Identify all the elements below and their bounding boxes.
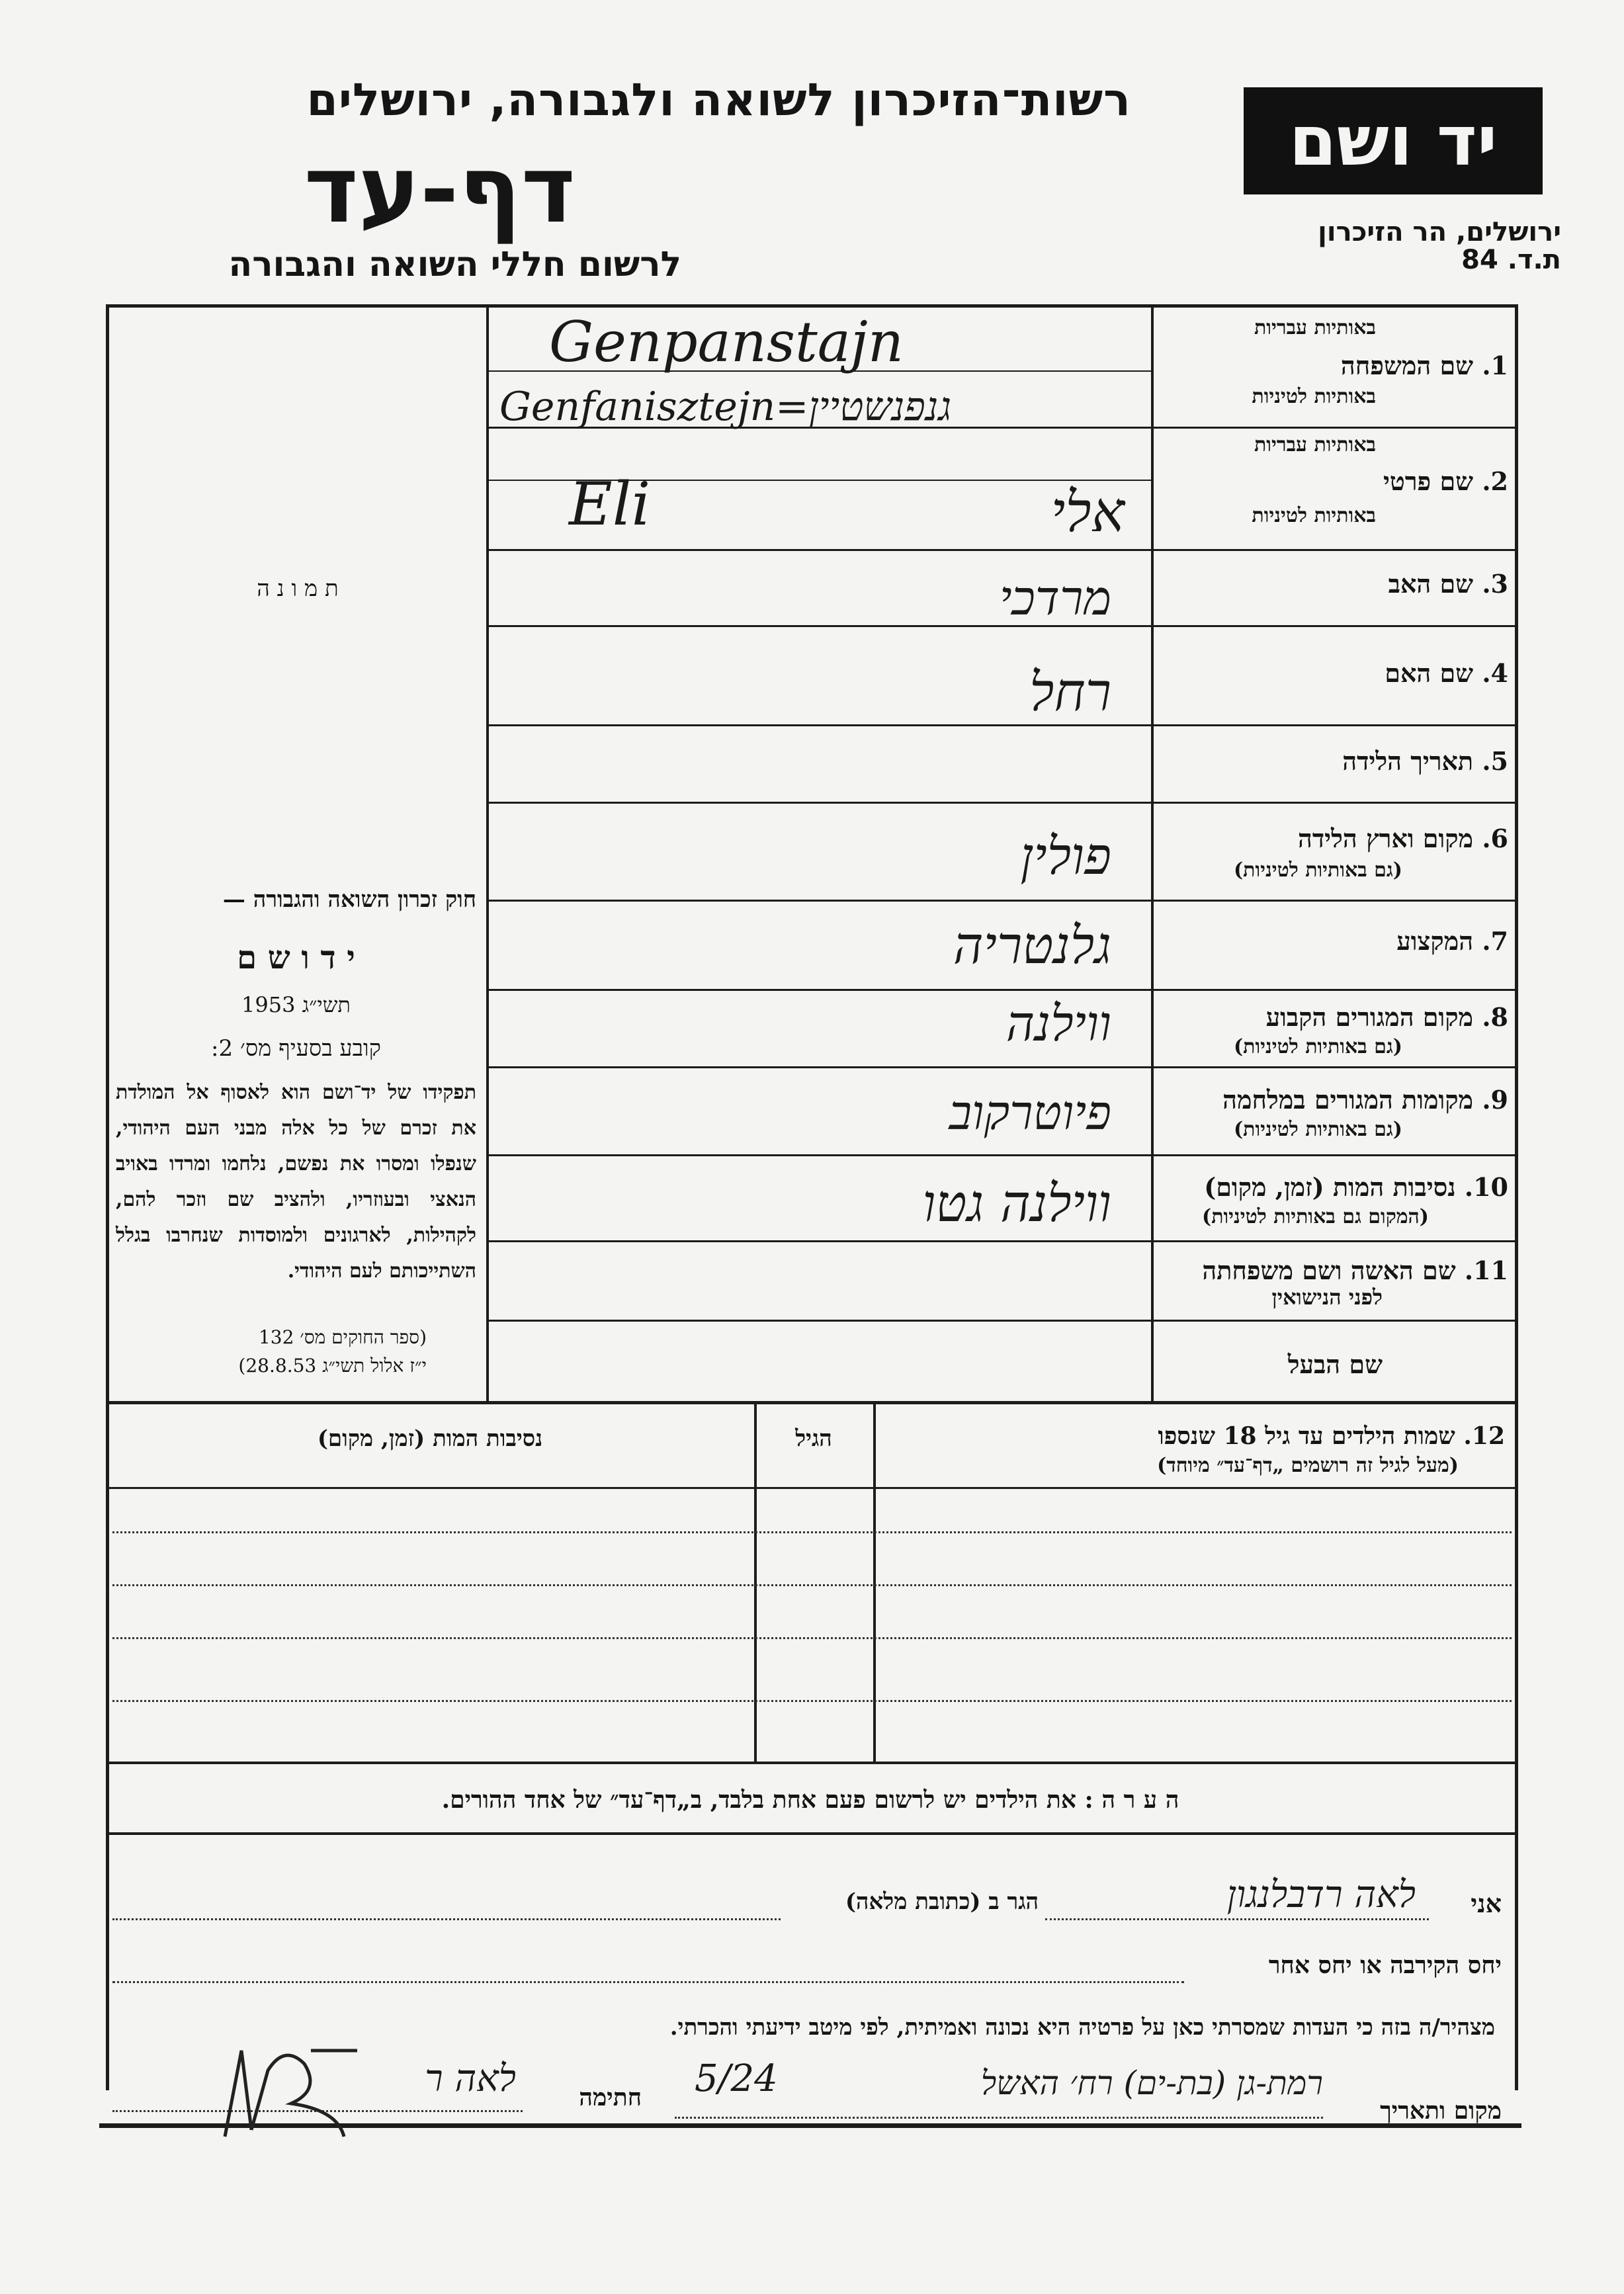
father-name-value[interactable]: מרדכי <box>999 570 1111 626</box>
field-label: שם האב <box>1388 569 1474 599</box>
photo-label: ת מ ו נ ה <box>257 575 339 602</box>
law-name: י ד ו ש ם <box>237 939 355 976</box>
wartime-residence-value[interactable]: פיוטרקוב <box>949 1085 1111 1140</box>
place-date-line <box>675 2117 1323 2119</box>
field-label: שם האשה ושם משפחתה <box>1202 1255 1456 1285</box>
field-9-label <box>1164 1085 1508 1115</box>
field-number: 2. <box>1482 466 1508 496</box>
field-11-label <box>1164 1255 1508 1286</box>
signature-scribble <box>205 2031 377 2156</box>
form-title: דף-עד <box>304 136 576 244</box>
photo-column-divider <box>486 304 489 1402</box>
row-line <box>486 549 1516 551</box>
logo-text: יד ושם <box>1289 101 1498 181</box>
signature-name-value[interactable]: לאה ר <box>425 2057 516 2100</box>
label-lat-letters: באותיות לטיניות <box>1252 385 1376 408</box>
field-number: 1. <box>1482 351 1508 380</box>
table-col-divider <box>873 1401 876 1762</box>
children-death-header: נסיבות המות (זמן, מקום) <box>317 1425 543 1452</box>
field-number: 7. <box>1482 926 1508 956</box>
declaration-text: מצהיר/ה בזה כי העדות שמסרתי כאן על פרטיה היא נכונה ואמיתית, לפי מיטב ידיעתי והכרתי. <box>669 2014 1495 2041</box>
note-bottom-line <box>106 1832 1516 1835</box>
place-date-label: מקום ותאריך <box>1380 2097 1502 2125</box>
ani-label: אני <box>1471 1889 1502 1918</box>
frame-left <box>106 304 109 2090</box>
field-label: מקום המגורים הקבוע <box>1265 1002 1474 1032</box>
field-label: שם המשפחה <box>1340 351 1474 380</box>
field-label: שמות הילדים עד גיל 18 שנספו <box>1158 1422 1455 1450</box>
frame-right <box>1515 304 1518 2090</box>
surname-hebrew-value[interactable]: Genfanisztejn=גנפנשטיין <box>499 384 952 430</box>
law-ref-1: (ספר החוקים מס׳ 132 <box>258 1326 427 1348</box>
label-heb-letters: באותיות עבריות <box>1254 433 1376 456</box>
law-ref-2: י״ז אלול תשי״ג 28.8.53) <box>238 1355 427 1377</box>
declarant-name-value[interactable]: לאה רדבלנגון <box>1226 1873 1416 1916</box>
field-4-label <box>1164 658 1508 689</box>
field-10-sub: (המקום גם באותיות לטיניות) <box>1202 1205 1429 1228</box>
field-label: מקומות המגורים במלחמה <box>1222 1085 1474 1115</box>
label-heb-letters: באותיות עבריות <box>1254 316 1376 339</box>
field-number: 12. <box>1463 1422 1505 1450</box>
row-line <box>486 1320 1516 1322</box>
field-6-label <box>1164 824 1508 854</box>
field-label: נסיבות המות (זמן, מקום) <box>1204 1172 1456 1202</box>
row-line <box>486 900 1516 902</box>
field-label: שם פרטי <box>1383 466 1474 496</box>
row-line <box>486 724 1516 726</box>
field-number: 9. <box>1482 1085 1508 1115</box>
table-header-line <box>106 1487 1516 1489</box>
note-text: ה ע ר ה : את הילדים יש לרשום פעם אחת בלבד, ב„דף־עד״ של אחד ההורים. <box>441 1786 1179 1814</box>
relation-line <box>112 1981 1184 1983</box>
field-3-label <box>1164 569 1508 599</box>
age-header: הגיל <box>795 1425 832 1452</box>
address-line <box>112 1918 781 1920</box>
field-7-label <box>1164 926 1508 956</box>
table-col-divider <box>754 1401 757 1762</box>
address-line-1: ירושלים, הר הזיכרון <box>1318 217 1561 247</box>
birthplace-value[interactable]: פולין <box>1020 827 1111 886</box>
given-name-latin-value[interactable]: Eli <box>569 470 651 539</box>
declarant-name-line <box>1045 1918 1429 1920</box>
field-number: 3. <box>1482 569 1508 599</box>
field-number: 5. <box>1482 746 1508 776</box>
authority-title: רשות־הזיכרון לשואה ולגבורה, ירושלים <box>306 74 1131 126</box>
field-number: 11. <box>1464 1255 1508 1285</box>
law-text: תפקידו של יד־ושם הוא לאסוף אל המולדת את זכרם של כל אלה מבני העם היהודי, שנפלו ומסרו את נפשם, נלחמו ומרדו באויב הנאצי ובעוזריו, ולהציב שם וזכר להם, לקהילות, לארגונים ולמוסדות שנחרבו בגלל השתייכותם לעם היהודי. <box>116 1081 476 1283</box>
label-lat-letters: באותיות לטיניות <box>1252 504 1376 527</box>
field-8-label <box>1164 1002 1508 1033</box>
law-year: תשי״ג 1953 <box>241 992 351 1017</box>
row-line <box>486 989 1516 991</box>
form-subtitle: לרשום חללי השואה והגבורה <box>228 245 681 284</box>
signature-label: חתימה <box>579 2084 642 2111</box>
table-row-line <box>112 1584 1512 1586</box>
given-name-hebrew-value[interactable]: אלי <box>1050 480 1125 544</box>
label-lat-also: (גם באותיות לטיניות) <box>1233 859 1402 882</box>
label-lat-also: (גם באותיות לטיניות) <box>1233 1035 1402 1058</box>
place-date-value[interactable]: רמת-גן (בת-ים) רח׳ האשל <box>980 2064 1323 2102</box>
field-label: המקצוע <box>1396 926 1474 956</box>
children-sub: (מעל לגיל זה רושמים „דף־עד״ מיוחד) <box>1157 1454 1459 1477</box>
row-line <box>486 1154 1516 1156</box>
table-bottom-line <box>106 1762 1516 1764</box>
field-1-label <box>1164 351 1508 381</box>
field-label: תאריך הלידה <box>1342 746 1474 776</box>
frame-top <box>106 304 1516 308</box>
address-label: הגר ב (כתובת מלאה) <box>845 1889 1039 1915</box>
table-row-line <box>112 1637 1512 1639</box>
row-line <box>486 1066 1516 1068</box>
residence-value[interactable]: ווילנה <box>1005 996 1111 1052</box>
date-value[interactable]: 5/24 <box>695 2057 778 2100</box>
yad-vashem-logo <box>1244 87 1543 194</box>
field-number: 8. <box>1482 1002 1508 1032</box>
field-number: 4. <box>1482 658 1508 688</box>
field-11-sub: לפני הנישואין <box>1271 1285 1383 1310</box>
address-line-2: ת.ד. 84 <box>1461 245 1561 275</box>
law-title: חוק זכרון השואה והגבורה — <box>222 886 476 913</box>
table-row-line <box>112 1531 1512 1533</box>
field-label: מקום וארץ הלידה <box>1298 824 1474 853</box>
field-label: שם האם <box>1385 658 1474 688</box>
profession-value[interactable]: גלנטריה <box>953 916 1111 976</box>
label-column-divider <box>1151 304 1154 1402</box>
label-lat-also: (גם באותיות לטיניות) <box>1233 1118 1402 1141</box>
field-5-label <box>1164 746 1508 777</box>
mother-name-value[interactable]: רחל <box>1029 661 1111 723</box>
field-number: 6. <box>1482 824 1508 853</box>
section-divider <box>106 1401 1516 1404</box>
surname-latin-value[interactable]: Genpanstajn <box>549 310 904 374</box>
field-2-label <box>1164 466 1508 497</box>
row-line <box>486 1240 1516 1242</box>
husband-label: שם הבעל <box>1287 1349 1383 1379</box>
table-row-line <box>112 1700 1512 1702</box>
field-number: 10. <box>1464 1172 1508 1202</box>
field-10-label <box>1164 1172 1508 1203</box>
children-title <box>883 1422 1505 1450</box>
relation-label: יחס הקירבה או יחס אחר <box>1268 1951 1502 1979</box>
row-line <box>486 802 1516 804</box>
law-section: קובע בסעיף מס׳ 2: <box>211 1035 381 1062</box>
death-circumstances-value[interactable]: ווילנה גטו <box>922 1174 1111 1234</box>
